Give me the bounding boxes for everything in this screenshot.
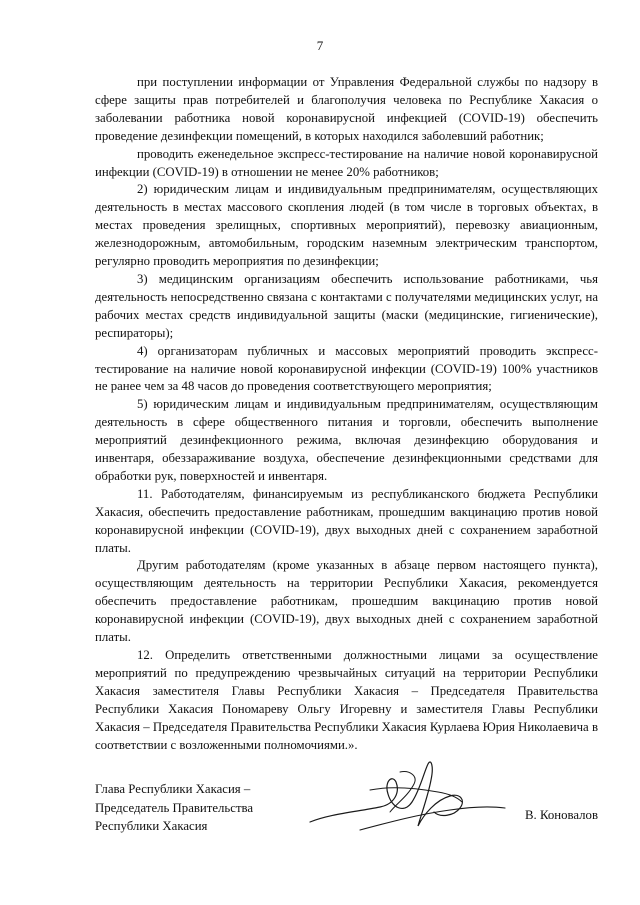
document-body [95, 74, 598, 754]
paragraph: Другим работодателям (кроме указанных в абзаце первом настоящего пункта), осуществляющим деятельность на территории Республики Хакасия, рекомендуется обеспечить предоставление работникам, прошедшим вакцинацию против новой коронавирусной инфекции (COVID-19), двух выходных дней с сохранением заработной платы. [95, 558, 598, 645]
signer-title [95, 780, 253, 836]
paragraph: 12. Определить ответственными должностными лицами за осуществление мероприятий по предупреждению чрезвычайных ситуаций на территории Республики Хакасия заместителя Главы Республики Хакасия – Председателя Правительства Республики Хакасия Пономареву Ольгу Игоревну и заместителя Главы Республики Хакасия – Председателя Правительства Республики Хакасия Курлаева Юрия Николаевича в соответствии с возложенными полномочиями.». [95, 648, 598, 752]
paragraph: 5) юридическим лицам и индивидуальным предпринимателям, осуществляющим деятельность в сфере общественного питания и торговли, обеспечить выполнение мероприятий дезинфекционного режима, включая дезинфекцию оборудования и инвентаря, обеззараживание воздуха, обеспечение дезинфекционными средствами для обработки рук, поверхностей и инвентаря. [95, 397, 598, 483]
handwritten-signature [300, 752, 510, 847]
signer-title-line: Председатель Правительства [95, 800, 254, 815]
paragraph: 3) медицинским организациям обеспечить использование работниками, чья деятельность непосредственно связана с контактами с получателями медицинских услуг, на рабочих местах средств индивидуальной защиты (маски (медицинские, гигиенические), респираторы); [95, 271, 598, 340]
signer-name: В. Коновалов [525, 808, 598, 822]
page-number: 7 [316, 38, 324, 53]
signer-title-line: Республики Хакасия [95, 819, 208, 833]
signer-title-line: Глава Республики Хакасия – [95, 782, 251, 796]
paragraph: 2) юридическим лицам и индивидуальным предпринимателям, осуществляющих деятельность в местах массового скопления людей (в том числе в торговых объектах, в местах проведения зрелищных, спортивных мероприятий), перевозку авиационным, железнодорожным, автомобильным, городским наземным электрическим транспортом, регулярно проводить мероприятия по дезинфекции; [95, 182, 598, 269]
paragraph: 11. Работодателям, финансируемым из республиканского бюджета Республики Хакасия, обеспечить предоставление работникам, прошедшим вакцинацию против новой коронавирусной инфекции (COVID-19), двух выходных дней с сохранением заработной платы. [95, 486, 598, 555]
paragraph: 4) организаторам публичных и массовых мероприятий проводить экспресс-тестирование на наличие новой коронавирусной инфекции (COVID-19) 100% участников не ранее чем за 48 часов до проведения соответствующего мероприятия; [95, 343, 598, 394]
paragraph: проводить еженедельное экспресс-тестирование на наличие новой коронавирусной инфекции (COVID-19) в отношении не менее 20% работников; [95, 146, 598, 179]
paragraph: при поступлении информации от Управления Федеральной службы по надзору в сфере защиты прав потребителей и благополучия человека по Республике Хакасия о заболевании работника новой коронавирусной инфекцией (COVID-19) обеспечить проведение дезинфекции помещений, в которых находился заболевший работник; [95, 75, 598, 143]
signature-block [95, 780, 598, 850]
